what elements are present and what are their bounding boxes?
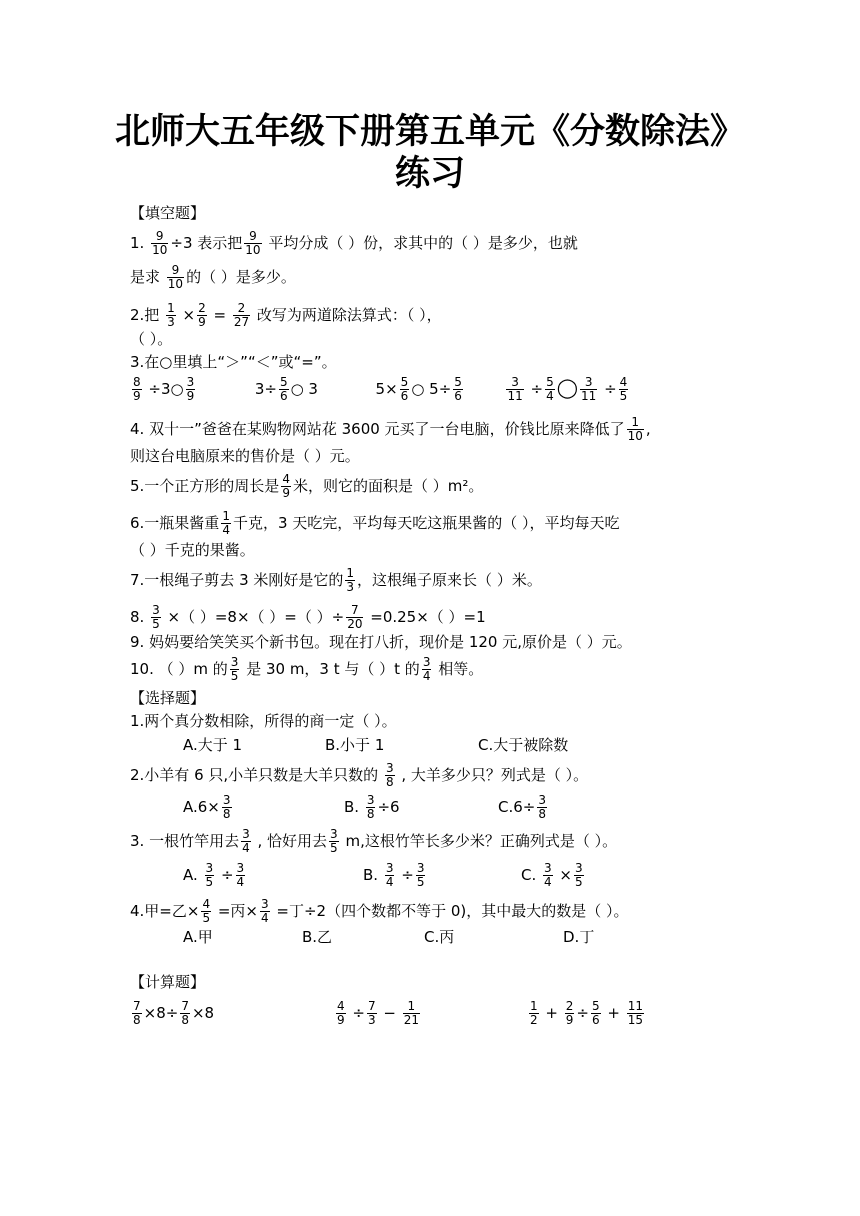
choice-q4-option-a: A.甲 [183, 928, 213, 946]
fraction-numerator: 3 [511, 375, 519, 389]
fraction-numerator: 2 [237, 301, 246, 315]
fill-q1-line2: 是求 $\frac{9}{10}$ 的（ ）是多少。 [130, 263, 296, 291]
fraction-denominator: 10 [167, 277, 184, 291]
fraction-denominator: 9 [133, 389, 141, 403]
calc-expression-2: $\frac{4}{9}$ ÷ $\frac{7}{3}$ − $\frac{1}{21}$ [337, 999, 420, 1027]
choice-q3-option-a: A. $\frac{3}{5}$ ÷ $\frac{3}{4}$ [183, 861, 245, 889]
fraction-numerator: 3 [544, 861, 552, 875]
fraction [205, 862, 215, 889]
fraction [565, 1000, 575, 1027]
fraction [233, 302, 250, 329]
fraction-denominator: 9 [337, 1013, 345, 1027]
fraction-numerator: 5 [279, 375, 288, 389]
fraction-numerator: 3 [366, 793, 375, 807]
choice-q4-option-b: B.乙 [302, 928, 333, 946]
fill-q9: 9. 妈妈要给笑笑买个新书包。现在打八折，现价是 120 元,原价是（ ）元。 [130, 633, 632, 651]
fraction [201, 898, 211, 925]
fill-q2-line1: 2.把 $\frac{1}{3}$ × $\frac{2}{9}$ = $\frac{2}{27}$ 改写为两道除法算式：（ ）， [130, 301, 442, 329]
fraction [574, 862, 584, 889]
fraction [366, 794, 376, 821]
fraction-numerator: 3 [152, 603, 160, 617]
fraction [186, 376, 196, 403]
fraction-denominator: 10 [627, 429, 643, 443]
fraction [385, 862, 395, 889]
fraction [580, 376, 597, 403]
fraction [180, 1000, 190, 1027]
fraction-numerator: 1 [407, 999, 416, 1013]
fraction-denominator: 8 [538, 807, 546, 821]
fraction-numerator: 7 [351, 603, 359, 617]
fraction-numerator: 3 [422, 655, 431, 669]
fraction-numerator: 3 [584, 375, 593, 389]
fraction-numerator: 4 [337, 999, 345, 1013]
fraction [132, 1000, 142, 1027]
section-calc-heading: 【计算题】 [130, 973, 206, 991]
fraction-denominator: 5 [416, 875, 425, 889]
fraction-denominator: 5 [575, 875, 583, 889]
choice-q1-option-a: A.大于 1 [183, 736, 243, 754]
fraction-denominator: 3 [346, 580, 355, 594]
fraction-denominator: 6 [591, 1013, 600, 1027]
fraction-numerator: 4 [619, 375, 628, 389]
fraction-denominator: 4 [544, 875, 552, 889]
fill-q4-line2: 则这台电脑原来的售价是（ ）元。 [130, 447, 360, 465]
fill-q3-items: $\frac{8}{9}$ ÷3○ $\frac{3}{9}$ 3÷ $\frac{5}{6}$ ○ 3 5× $\frac{5}{6}$ ○ 5÷ $\frac{5}{6}$ $\frac{3}{11}$ ÷ $\frac{5}{4}$ ◯ $\frac{3}{11}$ ÷ $\frac{4}{5}$ [133, 375, 628, 403]
fill-q4-line1: 4. 双十一”爸爸在某购物网站花 3600 元买了一台电脑，价钱比原来降低了 $\frac{1}{10}$ , [130, 415, 651, 443]
fraction-denominator: 8 [385, 775, 394, 789]
fraction-numerator: 2 [565, 999, 574, 1013]
choice-q1: 1.两个真分数相除，所得的商一定（ ）。 [130, 712, 397, 730]
fraction [222, 794, 232, 821]
fraction-numerator: 3 [385, 861, 394, 875]
fraction-numerator: 3 [230, 655, 239, 669]
fraction-denominator: 9 [198, 315, 206, 329]
fraction-denominator: 4 [222, 523, 230, 537]
fill-q2-line2: （ ）。 [130, 330, 173, 348]
choice-q3-option-c: C. $\frac{3}{4}$ × $\frac{3}{5}$ [521, 861, 583, 889]
fraction-denominator: 3 [367, 1013, 376, 1027]
fraction [260, 898, 270, 925]
fraction-denominator: 9 [282, 486, 290, 500]
fraction-denominator: 4 [242, 841, 250, 855]
fraction-denominator: 5 [230, 669, 239, 683]
fraction [627, 416, 644, 443]
fill-q10: 10. （ ）m 的 $\frac{3}{5}$ 是 30 m，3 t 与（ ）t 的 $\frac{3}{4}$ 相等。 [130, 655, 484, 683]
fraction [279, 376, 289, 403]
fraction-numerator: 3 [330, 827, 338, 841]
calc-expression-3: $\frac{1}{2}$ + $\frac{2}{9}$ ÷ $\frac{5}{6}$ + $\frac{11}{15}$ [530, 999, 643, 1027]
page-title: 北师大五年级下册第五单元《分数除法》 [114, 112, 745, 152]
calc-expression-1: $\frac{7}{8}$ ×8÷ $\frac{7}{8}$ ×8 [133, 999, 215, 1027]
fraction [197, 302, 207, 329]
fraction-numerator: 5 [400, 375, 409, 389]
fraction [167, 264, 184, 291]
fraction-numerator: 5 [546, 375, 554, 389]
fraction [627, 1000, 644, 1027]
fraction-numerator: 4 [202, 897, 211, 911]
fraction-numerator: 5 [454, 375, 462, 389]
fraction [543, 862, 553, 889]
fraction-numerator: 3 [242, 827, 250, 841]
fraction-denominator: 5 [152, 617, 160, 631]
choice-q3-option-b: B. $\frac{3}{4}$ ÷ $\frac{3}{5}$ [363, 861, 425, 889]
fraction-numerator: 7 [367, 999, 376, 1013]
choice-q2: 2.小羊有 6 只,小羊只数是大羊只数的 $\frac{3}{8}$ , 大羊多少只？列式是（ ）。 [130, 761, 589, 789]
fraction [385, 762, 395, 789]
choice-q4: 4.甲=乙× $\frac{4}{5}$ =丙× $\frac{3}{4}$ =丁÷2（四个数都不等于 0)，其中最大的数是（ ）。 [130, 897, 629, 925]
fraction-numerator: 3 [186, 375, 195, 389]
fraction-denominator: 4 [385, 875, 394, 889]
fraction [506, 376, 523, 403]
fraction [591, 1000, 601, 1027]
fraction-denominator: 5 [205, 875, 214, 889]
fraction-numerator: 4 [282, 472, 290, 486]
fraction-denominator: 6 [400, 389, 409, 403]
fill-q5: 5.一个正方形的周长是 $\frac{4}{9}$ 米，则它的面积是（ ）m²。 [130, 472, 484, 500]
fraction-numerator: 3 [236, 861, 245, 875]
fraction [529, 1000, 539, 1027]
fill-q7: 7.一根绳子剪去 3 米刚好是它的 $\frac{1}{3}$ ，这根绳子原来长（ ）米。 [130, 566, 542, 594]
fraction-numerator: 1 [346, 566, 355, 580]
fraction-numerator: 3 [538, 793, 546, 807]
fraction-numerator: 3 [261, 897, 269, 911]
fraction [166, 302, 176, 329]
fraction [416, 862, 426, 889]
fraction-denominator: 2 [530, 1013, 538, 1027]
fraction-numerator: 5 [591, 999, 600, 1013]
fraction-numerator: 3 [205, 861, 214, 875]
choice-q1-option-b: B.小于 1 [325, 736, 385, 754]
fraction [230, 656, 240, 683]
fraction [241, 828, 251, 855]
fraction [336, 1000, 346, 1027]
fraction-denominator: 3 [167, 315, 175, 329]
section-fill-heading: 【填空题】 [130, 204, 206, 222]
choice-q2-option-c: C.6÷ $\frac{3}{8}$ [498, 793, 546, 821]
fill-q8: 8. $\frac{3}{5}$ ×（ ）=8×（ ）=（ ）÷ $\frac{7}{20}$ =0.25×（ ）=1 [130, 603, 486, 631]
fraction [345, 567, 355, 594]
fraction-denominator: 8 [222, 807, 231, 821]
fraction-denominator: 11 [581, 389, 597, 403]
fraction [244, 230, 261, 257]
fraction [403, 1000, 420, 1027]
fraction [221, 510, 231, 537]
fraction-denominator: 27 [233, 315, 250, 329]
choice-q1-option-c: C.大于被除数 [478, 736, 569, 754]
fraction-denominator: 5 [330, 841, 338, 855]
fraction [545, 376, 555, 403]
fraction-denominator: 4 [546, 389, 554, 403]
fraction-denominator: 6 [454, 389, 462, 403]
fraction [400, 376, 410, 403]
fraction [453, 376, 463, 403]
fraction-numerator: 3 [575, 861, 583, 875]
fill-q6-line1: 6.一瓶果酱重 $\frac{1}{4}$ 千克，3 天吃完，平均每天吃这瓶果酱的（ ），平均每天吃 [130, 509, 620, 537]
fraction [537, 794, 547, 821]
fraction-denominator: 15 [627, 1013, 643, 1027]
fraction-denominator: 5 [619, 389, 628, 403]
fraction [422, 656, 432, 683]
fraction-denominator: 4 [236, 875, 245, 889]
fraction-denominator: 21 [403, 1013, 420, 1027]
fraction-denominator: 10 [245, 243, 261, 257]
compare-circle: ◯ [556, 377, 579, 399]
fill-q6-line2: （ ）千克的果酱。 [130, 541, 255, 559]
fraction-denominator: 4 [422, 669, 431, 683]
fraction-denominator: 9 [565, 1013, 574, 1027]
choice-q4-option-d: D.丁 [563, 928, 595, 946]
choice-q4-option-c: C.丙 [424, 928, 455, 946]
fill-q3-instruction: 3.在○里填上“＞”“＜”或“=”。 [130, 353, 337, 371]
fraction-denominator: 6 [279, 389, 288, 403]
fraction [132, 376, 142, 403]
page-title-line2: 练习 [394, 154, 465, 194]
fraction [346, 604, 363, 631]
fraction-numerator: 2 [198, 301, 206, 315]
fraction-numerator: 3 [416, 861, 425, 875]
fraction-denominator: 20 [347, 617, 363, 631]
fill-q1-line1: 1. $\frac{9}{10}$ ÷3 表示把 $\frac{9}{10}$ 平均分成（ ）份，求其中的（ ）是多少，也就 [130, 229, 578, 257]
fraction [329, 828, 339, 855]
fraction-numerator: 1 [631, 415, 640, 429]
fraction [367, 1000, 377, 1027]
fraction-numerator: 1 [167, 301, 175, 315]
fraction-numerator: 1 [530, 999, 538, 1013]
fraction-denominator: 4 [261, 911, 269, 925]
fraction [619, 376, 629, 403]
fraction-denominator: 8 [366, 807, 375, 821]
fraction-denominator: 11 [507, 389, 523, 403]
fraction-numerator: 7 [133, 999, 141, 1013]
choice-q3: 3. 一根竹竿用去 $\frac{3}{4}$ , 恰好用去 $\frac{3}{5}$ m,这根竹竿长多少米？正确列式是（ ）。 [130, 827, 618, 855]
section-choice-heading: 【选择题】 [130, 689, 206, 707]
fraction [236, 862, 246, 889]
fraction-numerator: 11 [627, 999, 643, 1013]
choice-q2-option-a: A.6× $\frac{3}{8}$ [183, 793, 231, 821]
fraction [151, 230, 168, 257]
fraction-numerator: 8 [133, 375, 141, 389]
choice-q2-option-b: B. $\frac{3}{8}$ ÷6 [344, 793, 400, 821]
fraction-numerator: 3 [385, 761, 394, 775]
fraction-numerator: 3 [222, 793, 231, 807]
fraction [281, 473, 291, 500]
fraction-numerator: 7 [181, 999, 189, 1013]
fraction-numerator: 9 [249, 229, 257, 243]
fraction-numerator: 1 [222, 509, 230, 523]
fraction-denominator: 8 [133, 1013, 141, 1027]
fraction-denominator: 10 [152, 243, 168, 257]
fraction-denominator: 9 [186, 389, 195, 403]
fraction-denominator: 8 [181, 1013, 189, 1027]
fraction-numerator: 9 [155, 229, 164, 243]
fraction-denominator: 5 [202, 911, 211, 925]
fraction-numerator: 9 [171, 263, 180, 277]
fraction [151, 604, 161, 631]
